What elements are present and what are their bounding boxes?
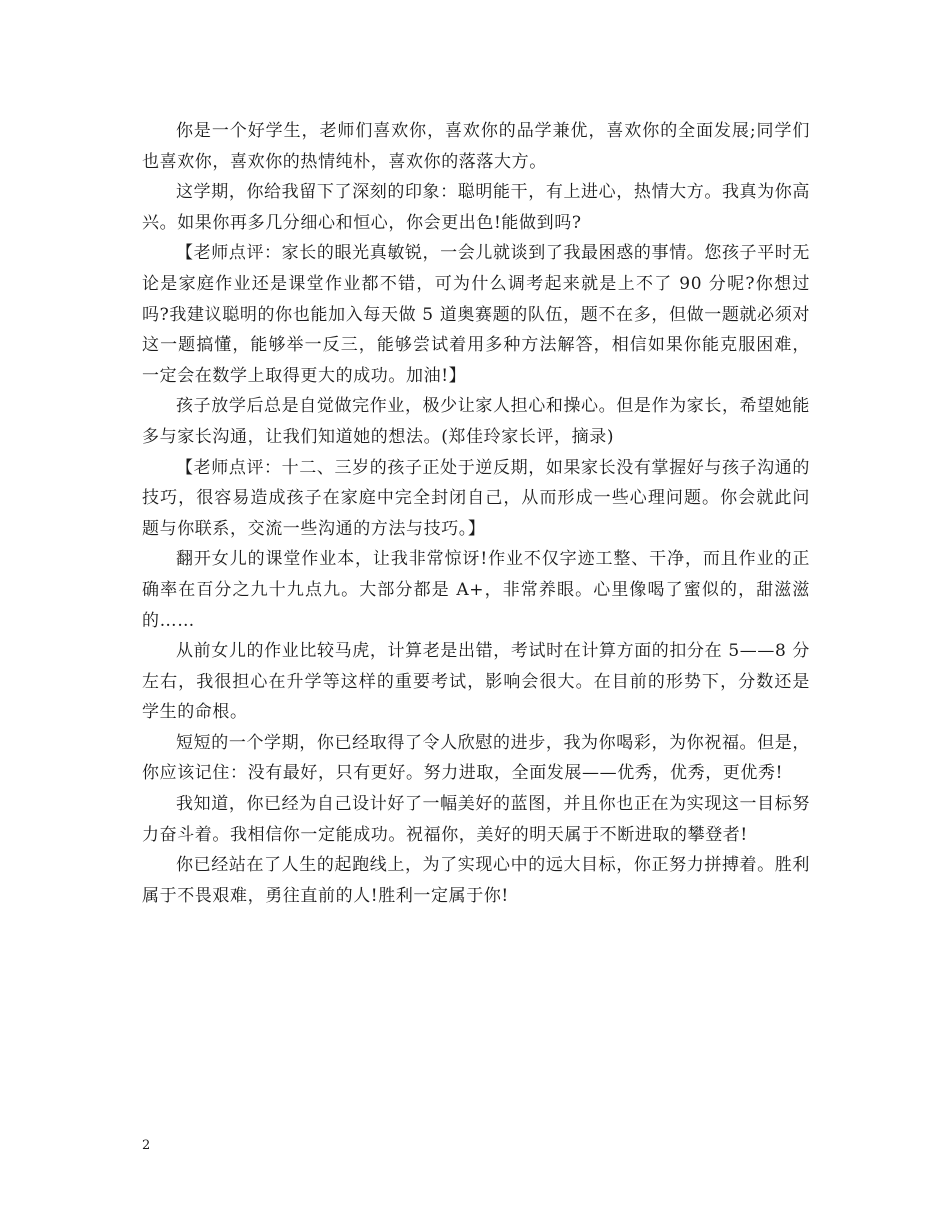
paragraph-2: 这学期，你给我留下了深刻的印象：聪明能干，有上进心，热情大方。我真为你高兴。如果你再多几分细心和恒心，你会更出色!能做到吗? [142, 182, 810, 233]
paragraph-1: 你是一个好学生，老师们喜欢你，喜欢你的品学兼优，喜欢你的全面发展;同学们也喜欢你，喜欢你的热情纯朴，喜欢你的落落大方。 [142, 121, 810, 172]
paragraph-9: 我知道，你已经为自己设计好了一幅美好的蓝图，并且你也正在为实现这一目标努力奋斗着。我相信你一定能成功。祝福你，美好的明天属于不断进取的攀登者! [142, 794, 810, 845]
paragraph-3-teacher-comment: 【老师点评：家长的眼光真敏锐，一会儿就谈到了我最困惑的事情。您孩子平时无论是家庭作业还是课堂作业都不错，可为什么调考起来就是上不了 90 分呢?你想过吗?我建议聪明的你也能加入每天做 5 道奥赛题的队伍，题不在多，但做一题就必须对这一题搞懂，能够举一反三，能够尝试着用多种方法解答，相信如果你能克服困难，一定会在数学上取得更大的成功。加油!】 [142, 243, 810, 386]
page-number: 2 [142, 1138, 151, 1153]
paragraph-10: 你已经站在了人生的起跑线上，为了实现心中的远大目标，你正努力拼搏着。胜利属于不畏艰难，勇往直前的人!胜利一定属于你! [142, 855, 810, 906]
paragraph-8: 短短的一个学期，你已经取得了令人欣慰的进步，我为你喝彩，为你祝福。但是，你应该记住：没有最好，只有更好。努力进取，全面发展——优秀，优秀，更优秀! [142, 732, 810, 784]
paragraph-6: 翻开女儿的课堂作业本，让我非常惊讶!作业不仅字迹工整、干净，而且作业的正确率在百分之九十九点九。大部分都是 A+，非常养眼。心里像喝了蜜似的，甜滋滋的…… [142, 549, 810, 631]
document-body [142, 116, 810, 911]
paragraph-4: 孩子放学后总是自觉做完作业，极少让家人担心和操心。但是作为家长，希望她能多与家长沟通，让我们知道她的想法。(郑佳玲家长评，摘录) [142, 396, 810, 447]
paragraph-5-teacher-comment: 【老师点评：十二、三岁的孩子正处于逆反期，如果家长没有掌握好与孩子沟通的技巧，很容易造成孩子在家庭中完全封闭自己，从而形成一些心理问题。你会就此问题与你联系，交流一些沟通的方法与技巧。】 [142, 457, 810, 539]
paragraph-7: 从前女儿的作业比较马虎，计算老是出错，考试时在计算方面的扣分在 5——8 分左右，我很担心在升学等这样的重要考试，影响会很大。在目前的形势下，分数还是学生的命根。 [142, 641, 810, 723]
